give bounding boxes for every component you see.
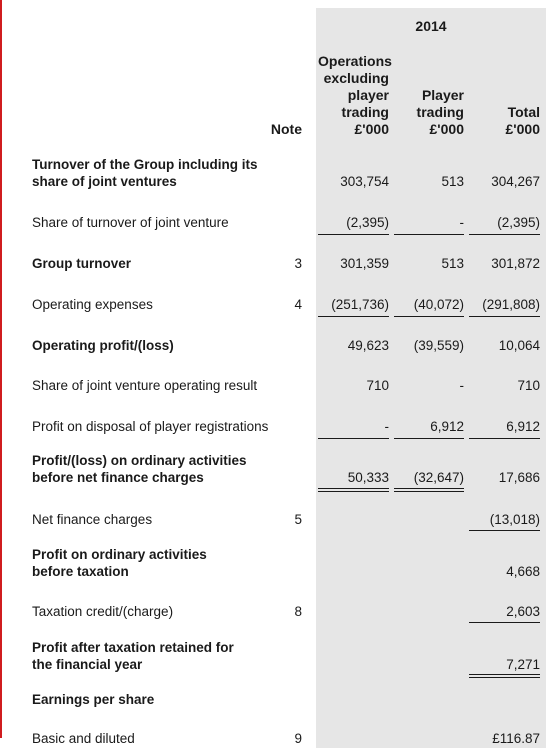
row-label-line: Operating expenses — [32, 297, 153, 312]
row-label-line: before net finance charges — [32, 470, 204, 485]
row-label-line: Profit after taxation retained for — [32, 640, 234, 655]
row-label-line: Share of turnover of joint venture — [32, 215, 229, 230]
note-column-header: Note — [270, 121, 302, 137]
double-rule — [318, 488, 389, 492]
cell-total: 304,267 — [491, 174, 540, 189]
subtotal-rule — [318, 234, 389, 235]
cell-ops: - — [384, 419, 389, 434]
row-label-line: Taxation credit/(charge) — [32, 604, 174, 619]
year-header: 2014 — [415, 18, 447, 34]
row-label — [32, 255, 131, 272]
subtotal-rule — [469, 316, 540, 317]
subtotal-rule — [318, 438, 389, 439]
cell-ops: 301,359 — [340, 256, 389, 271]
row-label — [32, 639, 234, 673]
row-label-line: Basic and diluted — [32, 731, 135, 746]
cell-total: (13,018) — [489, 512, 540, 527]
row-label — [32, 296, 153, 313]
row-label — [32, 214, 229, 231]
cell-player: - — [459, 215, 464, 230]
cell-total: 4,668 — [506, 564, 540, 579]
subtotal-rule — [318, 316, 389, 317]
row-label-line: Group turnover — [32, 256, 132, 271]
subtotal-rule — [394, 438, 464, 439]
row-label — [32, 546, 207, 580]
row-label — [32, 156, 258, 190]
cell-ops: 303,754 — [340, 174, 389, 189]
total-column-header: Total £'000 — [505, 104, 540, 137]
cell-player: 6,912 — [430, 419, 464, 434]
row-label — [32, 377, 257, 394]
page-edge-rule — [0, 0, 2, 738]
row-label-line: Turnover of the Group including its — [32, 157, 258, 172]
row-label-line: Share of joint venture operating result — [32, 378, 258, 393]
subtotal-rule — [394, 316, 464, 317]
cell-player: (39,559) — [413, 338, 464, 353]
row-note: 4 — [294, 297, 302, 312]
row-note: 5 — [294, 512, 302, 527]
row-label — [32, 418, 268, 435]
row-label — [32, 691, 154, 708]
row-label — [32, 452, 247, 486]
cell-ops: (2,395) — [346, 215, 389, 230]
cell-total: 7,271 — [506, 657, 540, 672]
subtotal-rule — [469, 622, 540, 623]
cell-total: 17,686 — [498, 470, 540, 485]
cell-total: £116.87 — [492, 731, 540, 746]
cell-player: (40,072) — [413, 297, 464, 312]
row-label-line: Operating profit/(loss) — [32, 338, 174, 353]
cell-player: (32,647) — [413, 470, 464, 485]
subtotal-rule — [469, 438, 540, 439]
row-label-line: the financial year — [32, 657, 143, 672]
subtotal-rule — [394, 234, 464, 235]
row-label — [32, 730, 135, 747]
row-label-line: Profit/(loss) on ordinary activities — [32, 453, 247, 468]
row-label-line: share of joint ventures — [32, 174, 177, 189]
cell-ops: 50,333 — [347, 470, 389, 485]
row-label-line: Profit on ordinary activities — [32, 547, 207, 562]
row-label-line: before taxation — [32, 564, 129, 579]
row-note: 8 — [294, 604, 302, 619]
row-label — [32, 603, 173, 620]
cell-total: 10,064 — [498, 338, 540, 353]
cell-ops: (251,736) — [331, 297, 389, 312]
row-note: 3 — [294, 256, 302, 271]
player-trading-column-header: Player trading £'000 — [416, 87, 464, 137]
row-label — [32, 337, 174, 354]
row-label — [32, 511, 152, 528]
subtotal-rule — [469, 530, 540, 531]
cell-player: 513 — [441, 174, 464, 189]
cell-total: (291,808) — [482, 297, 540, 312]
row-label-line: Earnings per share — [32, 692, 155, 707]
cell-ops: 710 — [366, 378, 389, 393]
row-note: 9 — [294, 731, 302, 746]
cell-total: 301,872 — [491, 256, 540, 271]
cell-total: 2,603 — [506, 604, 540, 619]
cell-player: - — [459, 378, 464, 393]
row-label-line: Net finance charges — [32, 512, 153, 527]
subtotal-rule — [469, 234, 540, 235]
double-rule — [394, 488, 464, 492]
cell-total: 6,912 — [506, 419, 540, 434]
cell-total: 710 — [517, 378, 540, 393]
cell-total: (2,395) — [497, 215, 540, 230]
double-rule — [469, 674, 540, 678]
row-label-line: Profit on disposal of player registrations — [32, 419, 269, 434]
cell-player: 513 — [441, 256, 464, 271]
ops-column-header: Operations excluding player trading £'000 — [318, 53, 392, 137]
cell-ops: 49,623 — [347, 338, 389, 353]
